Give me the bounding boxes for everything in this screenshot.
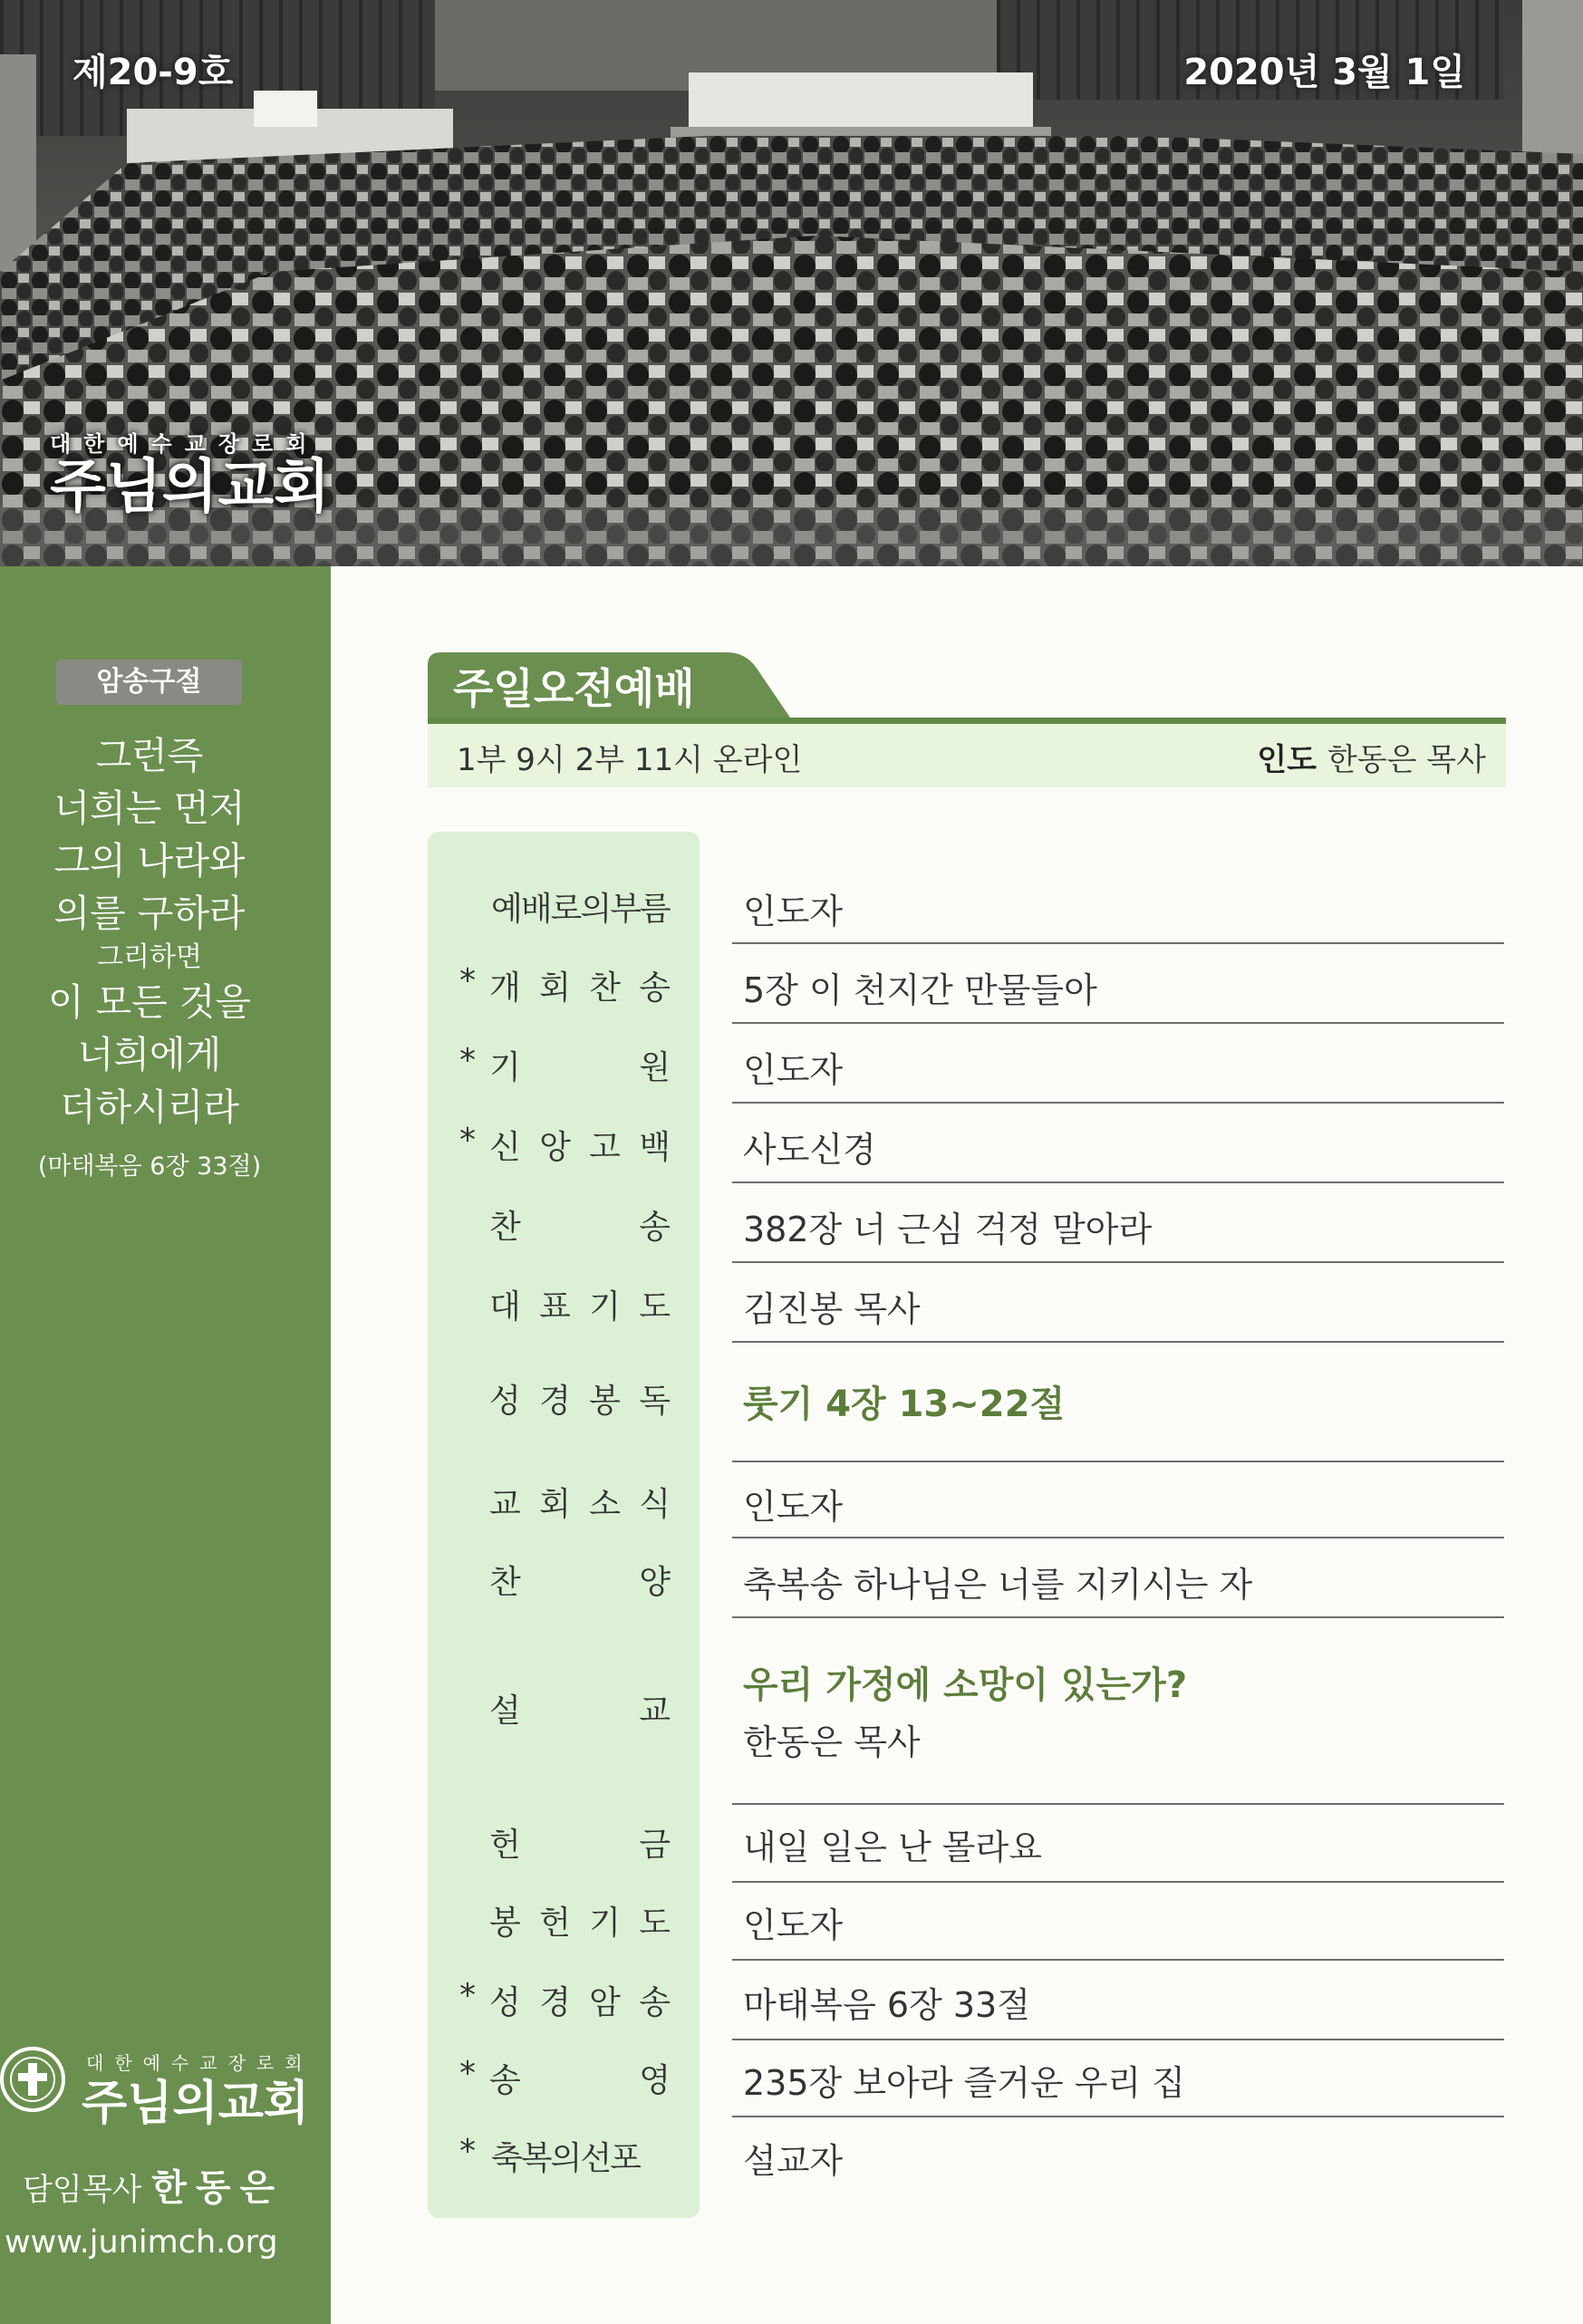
issue-number: 제20-9호 xyxy=(72,52,234,93)
order-label: 봉 헌 기 도 xyxy=(489,1905,671,1942)
pastor-title: 담임목사 xyxy=(23,2172,142,2208)
order-value: 5장 이 천지간 만물들아 xyxy=(743,970,1097,1010)
verse-reference: (마태복음 6장 33절) xyxy=(37,1152,262,1181)
order-label: 설 교 xyxy=(489,1692,671,1730)
order-label: 송 영 xyxy=(489,2062,671,2099)
verse-line: 의를 구하라 xyxy=(53,892,246,935)
order-value: 설교자 xyxy=(743,2141,844,2181)
order-value: 축복송 하나님은 너를 지키시는 자 xyxy=(743,1565,1253,1605)
senior-pastor xyxy=(23,2159,284,2211)
standing-marker: * xyxy=(459,1042,476,1079)
order-value: 마태복음 6장 33절 xyxy=(743,1985,1030,2025)
row-divider xyxy=(732,1261,1504,1263)
order-label: 개 회 찬 송 xyxy=(489,969,671,1007)
verse-line: 그리하면 xyxy=(97,941,202,973)
bulletin-date: 2020년 3월 1일 xyxy=(1183,52,1465,93)
order-label: 교 회 소 식 xyxy=(489,1486,671,1523)
sermon-title: 우리 가정에 소망이 있는가? xyxy=(743,1664,1188,1706)
row-divider xyxy=(732,1461,1504,1462)
order-label: 헌 금 xyxy=(489,1827,671,1864)
sermon-preacher: 한동은 목사 xyxy=(743,1722,921,1762)
order-value: 인도자 xyxy=(743,1487,844,1527)
verse-line: 더하시리라 xyxy=(59,1085,240,1129)
standing-marker: * xyxy=(459,1977,476,2014)
order-value: 인도자 xyxy=(743,892,844,931)
pastor-name: 한동은 xyxy=(151,2167,285,2209)
verse-line: 그런즉 xyxy=(95,734,204,777)
church-name: 주님의교회 xyxy=(50,454,331,521)
leader-label: 인도 xyxy=(1257,742,1317,778)
order-label: 찬 양 xyxy=(489,1564,671,1601)
row-divider xyxy=(732,942,1504,944)
verse-line: 너희에게 xyxy=(77,1033,222,1076)
order-value: 김진봉 목사 xyxy=(743,1289,921,1329)
order-label: 찬 송 xyxy=(489,1209,671,1246)
row-divider xyxy=(732,1881,1504,1883)
order-label: 성 경 봉 독 xyxy=(489,1383,671,1420)
denomination-label: 대한예수교장로회 xyxy=(50,431,320,457)
row-divider xyxy=(732,1616,1504,1618)
order-value: 사도신경 xyxy=(743,1130,876,1170)
website-link[interactable]: www.junimch.org xyxy=(5,2224,278,2261)
service-times: 1부 9시 2부 11시 온라인 xyxy=(457,742,803,778)
service-leader xyxy=(1257,735,1486,779)
row-divider xyxy=(732,2116,1504,2117)
order-label: 예배로의부름 xyxy=(491,891,670,928)
row-divider xyxy=(732,1803,1504,1805)
order-label: 기 원 xyxy=(489,1049,671,1086)
row-divider xyxy=(732,1102,1504,1104)
memory-verse xyxy=(0,729,299,1181)
memory-verse-label: 암송구절 xyxy=(56,660,242,705)
order-label: 성 경 암 송 xyxy=(489,1984,671,2021)
service-title-tab xyxy=(428,652,1506,725)
order-value: 382장 너 근심 걱정 말아라 xyxy=(743,1210,1153,1249)
order-label: 대 표 기 도 xyxy=(489,1288,671,1326)
verse-line: 그의 나라와 xyxy=(53,839,246,882)
row-divider xyxy=(732,1022,1504,1024)
row-divider xyxy=(732,1537,1504,1538)
row-divider xyxy=(732,1959,1504,1961)
logo-church-name: 주님의교회 xyxy=(82,2077,310,2131)
verse-line: 이 모든 것을 xyxy=(47,980,252,1024)
order-value: 인도자 xyxy=(743,1905,844,1945)
church-logo-block xyxy=(0,2043,331,2261)
order-label: 신 앙 고 백 xyxy=(489,1129,671,1166)
verse-line: 너희는 먼저 xyxy=(53,786,246,830)
standing-marker: * xyxy=(459,1122,476,1159)
scripture-reading: 룻기 4장 13~22절 xyxy=(743,1384,1066,1425)
order-value: 235장 보아라 즐거운 우리 집 xyxy=(743,2063,1185,2103)
church-title-overlay xyxy=(50,426,331,521)
row-divider xyxy=(732,2039,1504,2040)
standing-marker: * xyxy=(459,962,476,999)
leader-name: 한동은 목사 xyxy=(1327,742,1486,778)
header-photo xyxy=(0,0,1583,566)
logo-denomination: 대한예수교장로회 xyxy=(86,2052,314,2074)
title-underline xyxy=(428,718,1506,724)
church-emblem-icon xyxy=(0,2043,72,2116)
sidebar xyxy=(0,566,331,2324)
service-info-bar xyxy=(428,724,1506,787)
service-title: 주일오전예배 xyxy=(453,664,695,713)
row-divider xyxy=(732,1181,1504,1183)
row-divider xyxy=(732,1341,1504,1343)
order-label: 축복의선포 xyxy=(491,2140,640,2177)
standing-marker: * xyxy=(459,2055,476,2092)
order-value: 인도자 xyxy=(743,1050,844,1090)
standing-marker: * xyxy=(459,2133,476,2170)
order-value: 내일 일은 난 몰라요 xyxy=(743,1827,1042,1867)
